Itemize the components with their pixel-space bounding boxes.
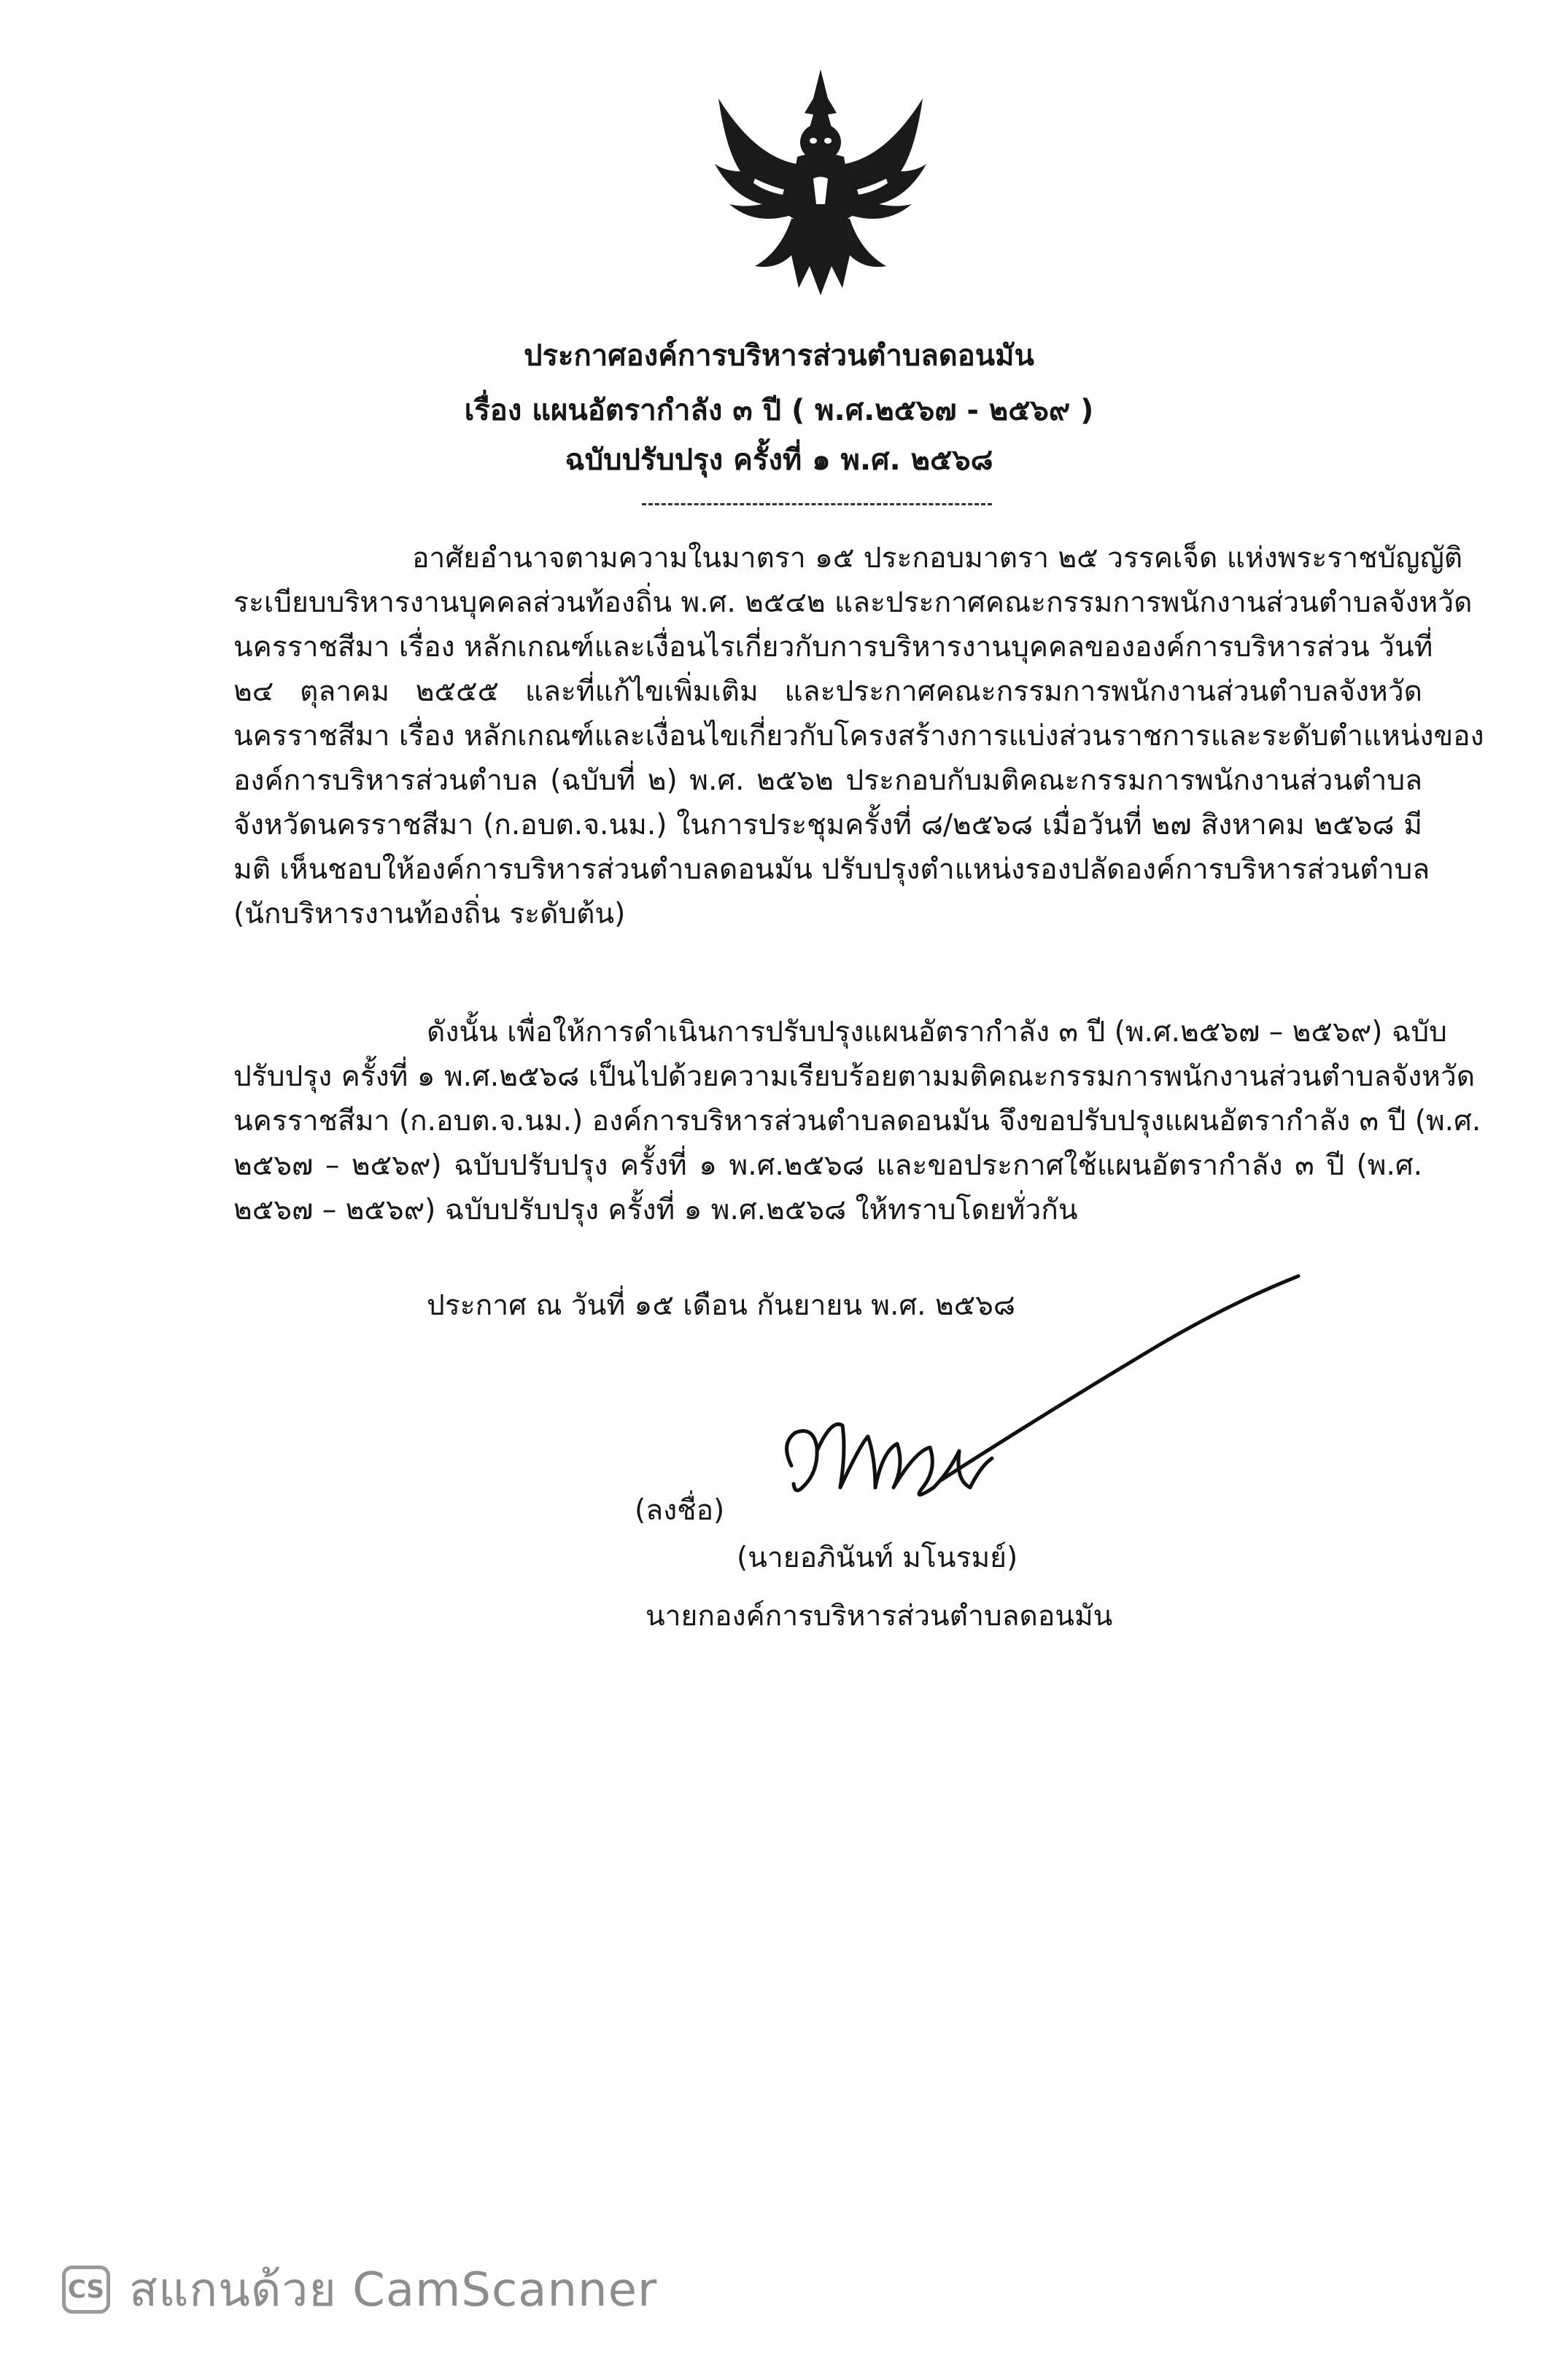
paragraph-line: มติ เห็นชอบให้องค์การบริหารส่วนตำบลดอนมัน ปรับปรุงตำแหน่งรองปลัดองค์การบริหารส่วนตำบล	[233, 853, 1430, 886]
paragraph-2	[233, 1010, 1481, 1232]
header-divider	[642, 503, 992, 505]
paragraph-line: นครราชสีมา เรื่อง หลักเกณฑ์และเงื่อนไรเกี่ยวกับการบริหารงานบุคคลขององค์การบริหารส่วน วันที่	[233, 631, 1433, 664]
camscanner-logo-icon: CS	[62, 2266, 110, 2314]
paragraph-line: ระเบียบบริหารงานบุคคลส่วนท้องถิ่น พ.ศ. ๒๕๔๒ และประกาศคณะกรรมการพนักงานส่วนตำบลจังหวัด	[233, 586, 1473, 619]
paragraph-line: (นักบริหารงานท้องถิ่น ระดับต้น)	[233, 898, 626, 930]
paragraph-line: นครราชสีมา เรื่อง หลักเกณฑ์และเงื่อนไขเกี่ยวกับโครงสร้างการแบ่งส่วนราชการและระดับตำแหน่งของ	[233, 720, 1484, 752]
handwritten-signature	[773, 1269, 1313, 1546]
signatory-title: นายกองค์การบริหารส่วนตำบลดอนมัน	[646, 1600, 1113, 1633]
paragraph-line: นครราชสีมา (ก.อบต.จ.นม.) องค์การบริหารส่วนตำบลดอนมัน จึงขอปรับปรุงแผนอัตรากำลัง ๓ ปี (พ.ศ.	[233, 1105, 1481, 1138]
paragraph-line: จังหวัดนครราชสีมา (ก.อบต.จ.นม.) ในการประชุมครั้งที่ ๘/๒๕๖๘ เมื่อวันที่ ๒๗ สิงหาคม ๒๕๖๘ มี	[233, 809, 1422, 841]
paragraph-line: ๒๔ ตุลาคม ๒๕๕๕ และที่แก้ไขเพิ่มเติม และประกาศคณะกรรมการพนักงานส่วนตำบลจังหวัด	[233, 675, 1422, 708]
paragraph-1	[233, 536, 1484, 936]
garuda-emblem-icon	[711, 69, 930, 303]
camscanner-watermark	[62, 2260, 657, 2319]
paragraph-line: ปรับปรุง ครั้งที่ ๑ พ.ศ.๒๕๖๘ เป็นไปด้วยความเรียบร้อยตามมติคณะกรรมการพนักงานส่วนตำบลจังหวัด	[233, 1060, 1476, 1093]
paragraph-line: ๒๕๖๗ – ๒๕๖๙) ฉบับปรับปรุง ครั้งที่ ๑ พ.ศ.๒๕๖๘ ให้ทราบโดยทั่วกัน	[233, 1194, 1078, 1226]
announce-date-text: ประกาศ ณ วันที่ ๑๕ เดือน กันยายน พ.ศ. ๒๕๖๘	[427, 1289, 1016, 1322]
revision-line: ฉบับปรับปรุง ครั้งที่ ๑ พ.ศ. ๒๕๖๘	[565, 443, 993, 477]
announcement-title: ประกาศองค์การบริหารส่วนตำบลดอนมัน	[524, 339, 1034, 373]
paragraph-line: ดังนั้น เพื่อให้การดำเนินการปรับปรุงแผนอัตรากำลัง ๓ ปี (พ.ศ.๒๕๖๗ – ๒๕๖๙) ฉบับ	[427, 1016, 1447, 1049]
signature-label: (ลงชื่อ)	[635, 1494, 725, 1527]
subject-line: เรื่อง แผนอัตรากำลัง ๓ ปี ( พ.ศ.๒๕๖๗ - ๒๕๖๙ )	[464, 394, 1094, 427]
paragraph-line: องค์การบริหารส่วนตำบล (ฉบับที่ ๒) พ.ศ. ๒๕๖๒ ประกอบกับมติคณะกรรมการพนักงานส่วนตำบล	[233, 764, 1422, 797]
signatory-name: (นายอภินันท์ มโนรมย์)	[737, 1541, 1018, 1574]
paragraph-line: อาศัยอำนาจตามความในมาตรา ๑๕ ประกอบมาตรา ๒๕ วรรคเจ็ด แห่งพระราชบัญญัติ	[412, 542, 1463, 575]
watermark-text: สแกนด้วย CamScanner	[129, 2263, 658, 2317]
paragraph-line: ๒๕๖๗ – ๒๕๖๙) ฉบับปรับปรุง ครั้งที่ ๑ พ.ศ.๒๕๖๘ และขอประกาศใช้แผนอัตรากำลัง ๓ ปี (พ.ศ.	[233, 1149, 1422, 1182]
